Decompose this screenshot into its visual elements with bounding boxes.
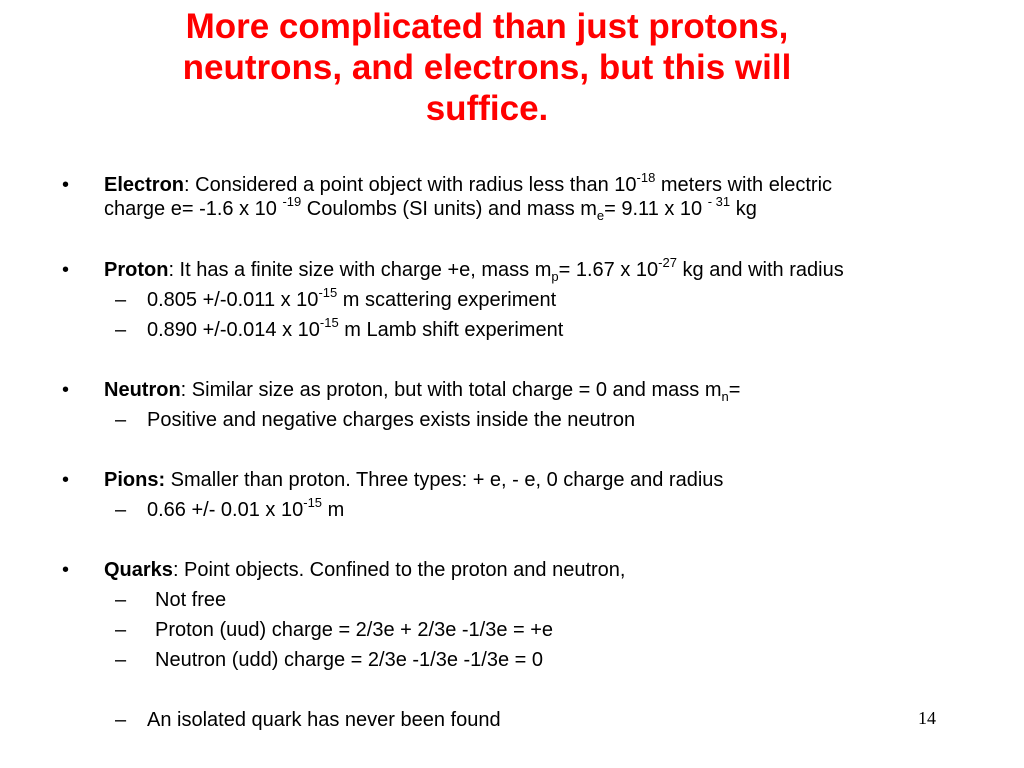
- dash-mark: –: [115, 709, 127, 731]
- proton-sub-1: p: [551, 269, 559, 284]
- electron-sup-1: -18: [636, 170, 656, 185]
- pions-text-1: Smaller than proton. Three types: + e, - e, 0 charge and radius: [165, 469, 724, 491]
- electron-sub-1: e: [596, 208, 605, 223]
- pions-sub-item-text: [147, 495, 345, 522]
- neutron-sub-1: n: [721, 389, 729, 404]
- bullet-mark: •: [62, 379, 70, 401]
- quarks-label: Quarks: [104, 559, 173, 581]
- proton-line: [104, 255, 844, 284]
- electron-text-1: : Considered a point object with radius less than 10: [184, 174, 637, 196]
- pions-sub-item-pre: 0.66 +/- 0.01 x 10: [147, 499, 304, 521]
- proton-sub-item-post: m scattering experiment: [337, 289, 557, 311]
- dash-mark: –: [115, 619, 127, 641]
- title-line-3: suffice.: [425, 89, 549, 128]
- bullet-mark: •: [62, 559, 70, 581]
- proton-sub-item-post: m Lamb shift experiment: [338, 319, 564, 341]
- proton-label: Proton: [104, 259, 169, 281]
- electron-label: Electron: [104, 174, 185, 196]
- proton-text-3: kg and with radius: [676, 259, 844, 281]
- title-line-1: More complicated than just protons,: [185, 7, 789, 46]
- neutron-label: Neutron: [104, 379, 181, 401]
- electron-sup-2: -19: [282, 194, 302, 209]
- proton-sub-item-sup: -15: [319, 315, 339, 330]
- dash-mark: –: [115, 499, 127, 521]
- neutron-line: [104, 378, 740, 402]
- quarks-final-item-text: An isolated quark has never been found: [147, 709, 501, 731]
- pions-sub-item-post: m: [322, 499, 345, 521]
- proton-text-1: : It has a finite size with charge +e, mass m: [168, 259, 552, 281]
- proton-text-2: = 1.67 x 10: [558, 259, 659, 281]
- neutron-sub-item-text: Positive and negative charges exists inside the neutron: [147, 409, 636, 431]
- neutron-text-1: : Similar size as proton, but with total charge = 0 and mass m: [180, 379, 722, 401]
- dash-mark: –: [115, 649, 127, 671]
- proton-sub-item-pre: 0.805 +/-0.011 x 10: [147, 289, 319, 311]
- quarks-sub-item-text: Not free: [155, 589, 227, 611]
- electron-text-2: meters with electric: [655, 174, 833, 196]
- electron-text-5: = 9.11 x 10: [604, 198, 708, 220]
- pions-sub-item-sup: -15: [303, 495, 323, 510]
- quarks-text-1: : Point objects. Confined to the proton and neutron,: [172, 559, 626, 581]
- pions-label: Pions:: [104, 469, 166, 491]
- quarks-sub-item-text: Neutron (udd) charge = 2/3e -1/3e -1/3e = 0: [155, 649, 544, 671]
- dash-mark: –: [115, 409, 127, 431]
- proton-sub-item-text: [147, 315, 564, 342]
- electron-line-2: [104, 194, 757, 223]
- quarks-sub-item-text: Proton (uud) charge = 2/3e + 2/3e -1/3e = +e: [155, 619, 554, 641]
- electron-sup-3: - 31: [707, 194, 731, 209]
- title-line-2: neutrons, and electrons, but this will: [182, 48, 792, 87]
- pions-line: [104, 468, 723, 492]
- proton-sub-item-sup: -15: [318, 285, 338, 300]
- dash-mark: –: [115, 319, 127, 341]
- dash-mark: –: [115, 289, 127, 311]
- electron-text-6: kg: [730, 198, 757, 220]
- bullet-mark: •: [62, 259, 70, 281]
- bullet-mark: •: [62, 469, 70, 491]
- electron-text-3: charge e= -1.6 x 10: [104, 198, 283, 220]
- page-number: 14: [918, 708, 936, 728]
- dash-mark: –: [115, 589, 127, 611]
- proton-sub-item-text: [147, 285, 557, 312]
- electron-text-4: Coulombs (SI units) and mass m: [301, 198, 597, 220]
- proton-sub-item-pre: 0.890 +/-0.014 x 10: [147, 319, 320, 341]
- bullet-mark: •: [62, 174, 70, 196]
- neutron-text-2: =: [728, 379, 741, 401]
- proton-sup-1: -27: [658, 255, 677, 270]
- quarks-line: [104, 558, 625, 582]
